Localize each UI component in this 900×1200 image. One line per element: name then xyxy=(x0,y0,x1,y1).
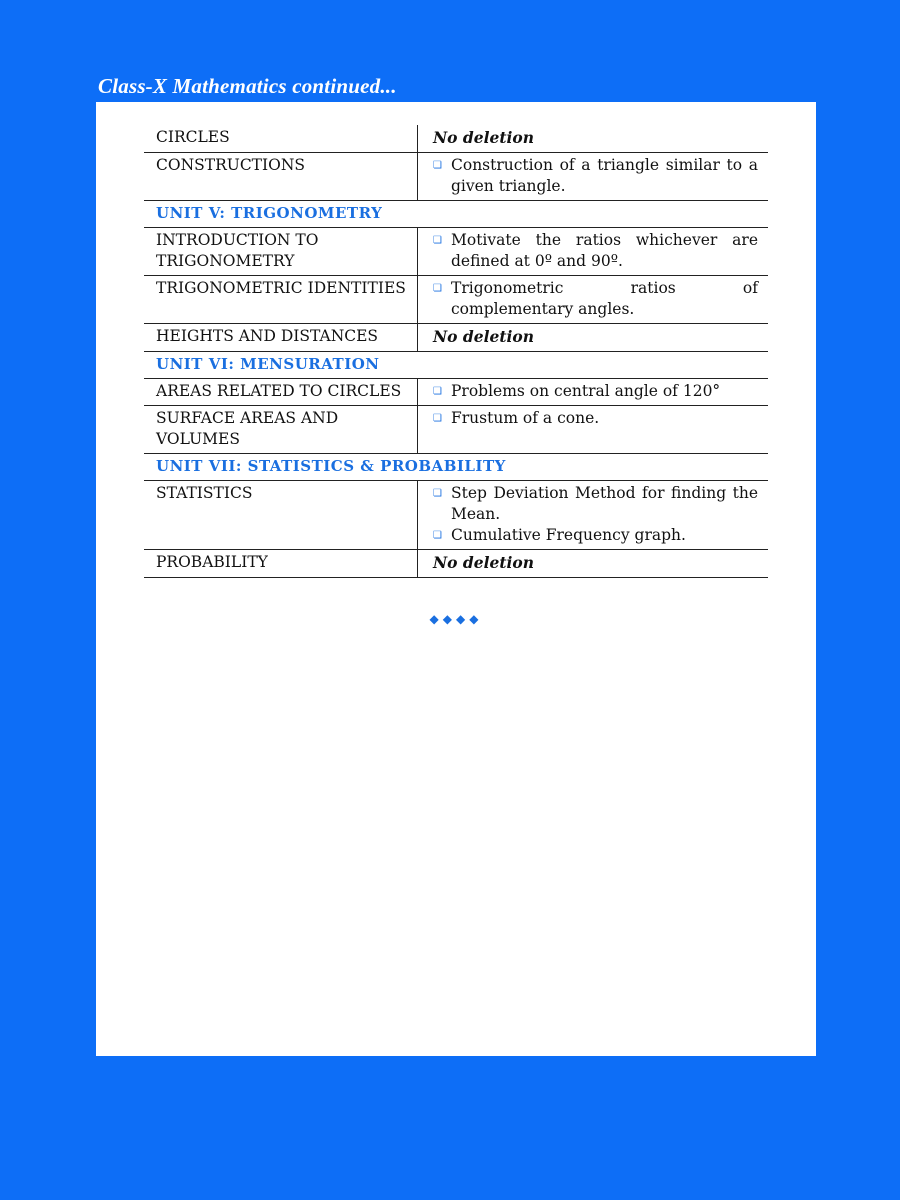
table-body xyxy=(144,125,768,578)
page-title: Class-X Mathematics continued... xyxy=(98,74,397,98)
table-row xyxy=(144,153,768,201)
deleted-portion-cell xyxy=(418,276,769,324)
table-row xyxy=(144,276,768,324)
bullet-item xyxy=(433,483,758,525)
bullet-text: Step Deviation Method for finding the Mean. xyxy=(451,484,758,523)
bullet-item xyxy=(433,278,758,320)
unit-heading: UNIT VI: MENSURATION xyxy=(144,352,768,379)
table-row xyxy=(144,324,768,352)
deleted-portion-cell xyxy=(418,379,769,406)
no-deletion-label: No deletion xyxy=(433,553,535,572)
table-row xyxy=(144,406,768,454)
checkbox-bullet-icon: ❏ xyxy=(433,283,442,294)
table-row xyxy=(144,481,768,550)
bullet-item xyxy=(433,408,758,429)
table-row xyxy=(144,125,768,153)
topic-cell: INTRODUCTION TO TRIGONOMETRY xyxy=(144,228,418,276)
deleted-portion-cell xyxy=(418,550,769,578)
checkbox-bullet-icon: ❏ xyxy=(433,160,442,171)
unit-heading-row xyxy=(144,454,768,481)
deleted-portion-cell xyxy=(418,481,769,550)
bullet-text: Construction of a triangle similar to a given triangle. xyxy=(451,156,758,195)
bullet-text: Trigonometric ratios of complementary angles. xyxy=(451,279,758,318)
bullet-item xyxy=(433,381,758,402)
deleted-portion-cell xyxy=(418,125,769,153)
topic-cell: AREAS RELATED TO CIRCLES xyxy=(144,379,418,406)
topic-cell: HEIGHTS AND DISTANCES xyxy=(144,324,418,352)
deleted-portion-cell xyxy=(418,406,769,454)
topic-cell: STATISTICS xyxy=(144,481,418,550)
table-row xyxy=(144,379,768,406)
topic-cell: TRIGONOMETRIC IDENTITIES xyxy=(144,276,418,324)
no-deletion-label: No deletion xyxy=(433,327,535,346)
deleted-portion-cell xyxy=(418,324,769,352)
bullet-text: Motivate the ratios whichever are defined at 0º and 90º. xyxy=(451,231,758,270)
deleted-portion-cell xyxy=(418,228,769,276)
checkbox-bullet-icon: ❏ xyxy=(433,235,442,246)
bullet-item xyxy=(433,525,758,546)
no-deletion-label: No deletion xyxy=(433,128,535,147)
bullet-text: Frustum of a cone. xyxy=(451,409,600,427)
unit-heading-row xyxy=(144,201,768,228)
topic-cell: CONSTRUCTIONS xyxy=(144,153,418,201)
topic-cell: SURFACE AREAS AND VOLUMES xyxy=(144,406,418,454)
unit-heading: UNIT VII: STATISTICS & PROBABILITY xyxy=(144,454,768,481)
checkbox-bullet-icon: ❏ xyxy=(433,488,442,499)
deleted-portion-cell xyxy=(418,153,769,201)
unit-heading-row xyxy=(144,352,768,379)
topic-cell: CIRCLES xyxy=(144,125,418,153)
deletion-table xyxy=(144,125,768,578)
bullet-text: Cumulative Frequency graph. xyxy=(451,526,686,544)
bullet-item xyxy=(433,155,758,197)
bullet-item xyxy=(433,230,758,272)
unit-heading: UNIT V: TRIGONOMETRY xyxy=(144,201,768,228)
topic-cell: PROBABILITY xyxy=(144,550,418,578)
content-panel xyxy=(96,102,816,1056)
checkbox-bullet-icon: ❏ xyxy=(433,530,442,541)
checkbox-bullet-icon: ❏ xyxy=(433,386,442,397)
table-row xyxy=(144,228,768,276)
checkbox-bullet-icon: ❏ xyxy=(433,413,442,424)
table-row xyxy=(144,550,768,578)
diamond-ornament-icon: ◆◆◆◆ xyxy=(429,612,483,626)
bullet-text: Problems on central angle of 120° xyxy=(451,382,721,400)
